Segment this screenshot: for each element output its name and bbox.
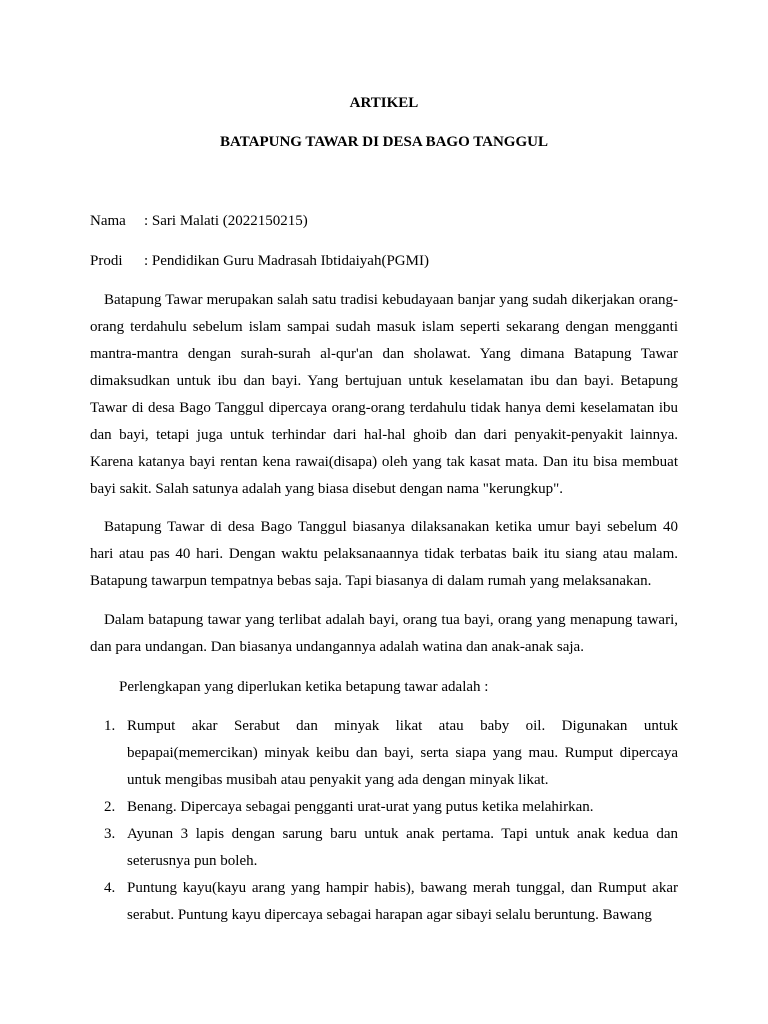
- list-item-text: Puntung kayu(kayu arang yang hampir habis), bawang merah tunggal, dan Rumput akar serabut. Puntung kayu dipercaya sebagai harapan agar sibayi selalu beruntung. Bawang: [127, 880, 678, 923]
- document-heading: ARTIKEL: [349, 95, 419, 111]
- list-item-number: 4.: [104, 880, 116, 896]
- list-item: [90, 794, 678, 821]
- list-item-text: Ayunan 3 lapis dengan sarung baru untuk anak pertama. Tapi untuk anak kedua dan seterusnya pun boleh.: [127, 826, 678, 869]
- list-item: [90, 875, 678, 929]
- list-item: [90, 821, 678, 875]
- list-item: [90, 713, 678, 794]
- article-title: BATAPUNG TAWAR DI DESA BAGO TANGGUL: [220, 134, 548, 150]
- author-name-label: Nama: [90, 213, 126, 229]
- author-name-row: [90, 211, 678, 231]
- paragraph-participants: Dalam batapung tawar yang terlibat adalah bayi, orang tua bayi, orang yang menapung tawari, dan para undangan. Dan biasanya undangannya adalah watina dan anak-anak saja.: [90, 612, 678, 655]
- paragraph-equipment-intro: Perlengkapan yang diperlukan ketika betapung tawar adalah :: [119, 679, 489, 695]
- list-item-text: Rumput akar Serabut dan minyak likat atau baby oil. Digunakan untuk bepapai(memercikan) minyak keibu dan bayi, serta siapa yang mau. Rumput dipercaya untuk mengibas musibah atau penyakit yang ada dengan minyak likat.: [127, 718, 678, 788]
- paragraph-introduction: Batapung Tawar merupakan salah satu tradisi kebudayaan banjar yang sudah dikerjakan orang-orang terdahulu sebelum islam sampai sudah masuk islam seperti sekarang dengan mengganti mantra-mantra dengan surah-surah al-qur'an dan sholawat. Yang dimana Batapung Tawar dimaksudkan untuk ibu dan bayi. Yang bertujuan untuk keselamatan ibu dan bayi. Betapung Tawar di desa Bago Tanggul dipercaya orang-orang terdahulu tidak hanya demi keselamatan ibu dan bayi, tetapi juga untuk terhindar dari hal-hal ghoib dan dari penyakit-penyakit lainnya. Karena katanya bayi rentan kena rawai(disapa) oleh yang tak kasat mata. Dan itu bisa membuat bayi sakit. Salah satunya adalah yang biasa disebut dengan nama "kerungkup".: [90, 292, 678, 497]
- list-item-number: 1.: [104, 718, 116, 734]
- study-program-value: : Pendidikan Guru Madrasah Ibtidaiyah(PGMI): [144, 253, 429, 269]
- equipment-list: [90, 713, 678, 929]
- list-item-text: Benang. Dipercaya sebagai pengganti urat-urat yang putus ketika melahirkan.: [127, 799, 594, 815]
- list-item-number: 2.: [104, 799, 116, 815]
- list-item-number: 3.: [104, 826, 116, 842]
- study-program-label: Prodi: [90, 253, 123, 269]
- author-name-value: : Sari Malati (2022150215): [144, 213, 308, 229]
- study-program-row: [90, 251, 678, 271]
- paragraph-timing: Batapung Tawar di desa Bago Tanggul biasanya dilaksanakan ketika umur bayi sebelum 40 hari atau pas 40 hari. Dengan waktu pelaksanaannya tidak terbatas baik itu siang atau malam. Batapung tawarpun tempatnya bebas saja. Tapi biasanya di dalam rumah yang melaksanakan.: [90, 519, 678, 589]
